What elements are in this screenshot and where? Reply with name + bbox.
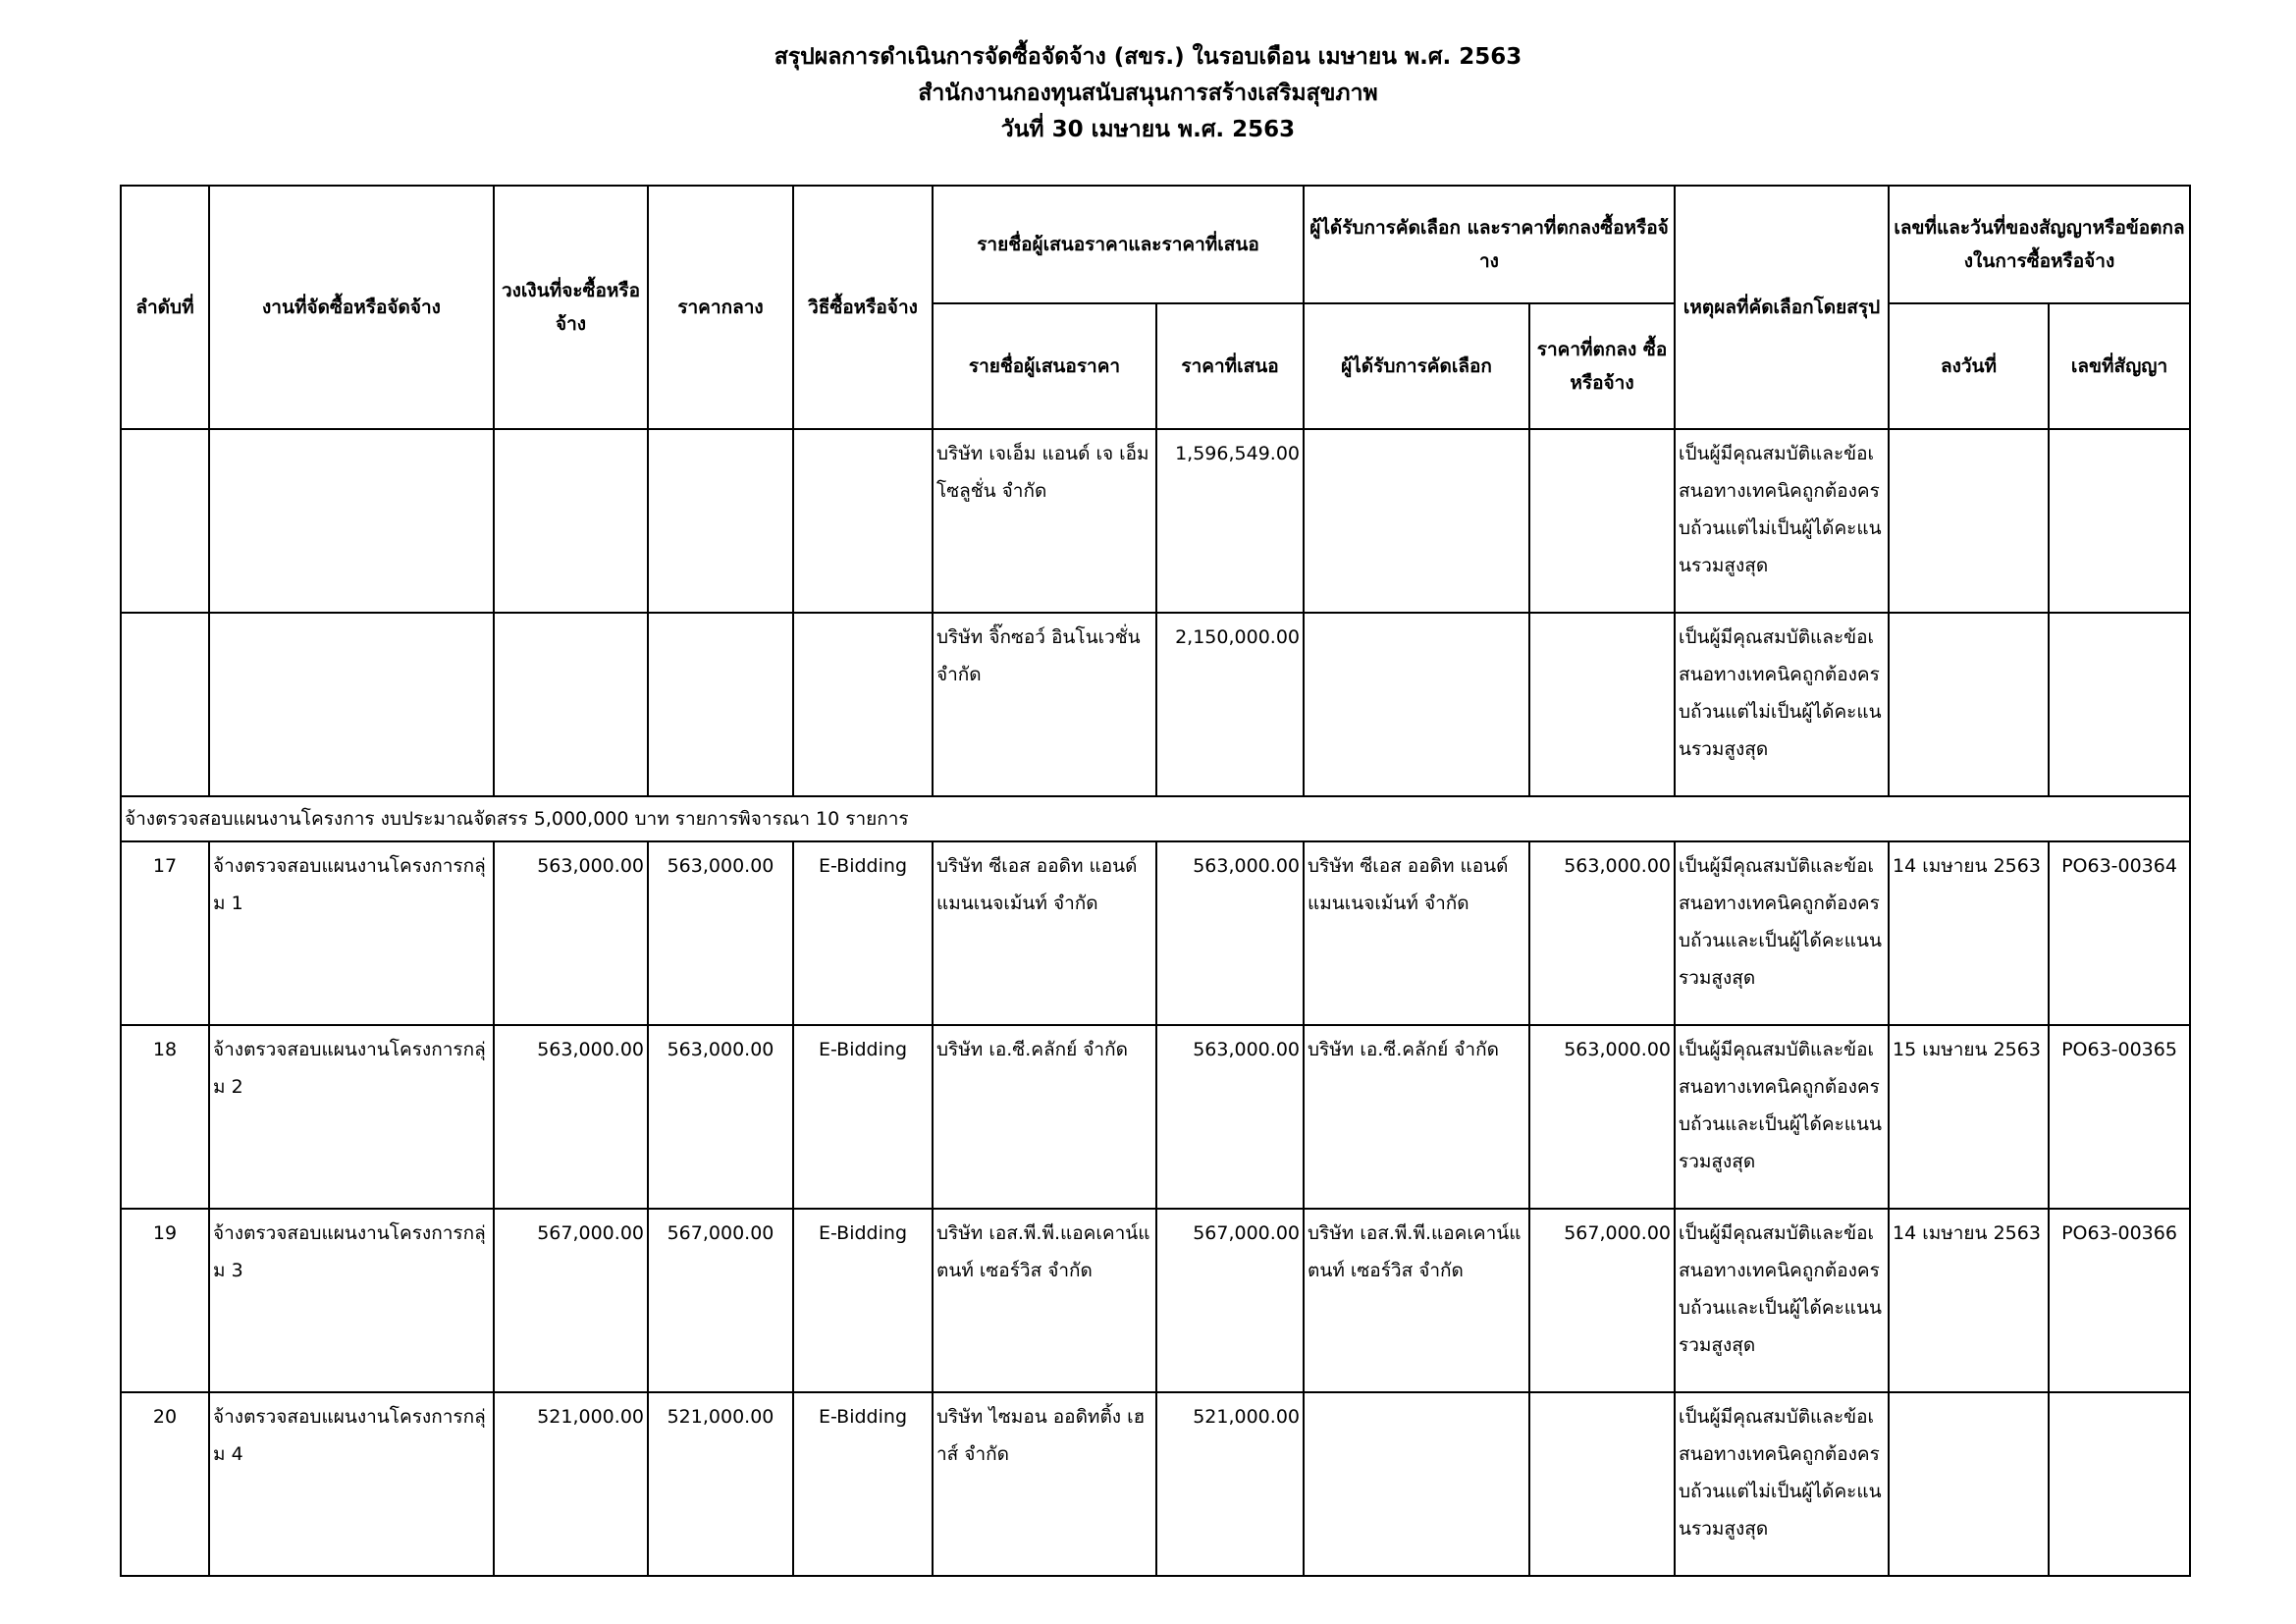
cell-bidder-name: บริษัท เอส.พี.พี.แอคเคาน์แตนท์ เซอร์วิส จำกัด	[933, 1209, 1156, 1392]
header-median-price: ราคากลาง	[648, 186, 793, 429]
cell-seq: 17	[121, 841, 209, 1025]
cell-reason: เป็นผู้มีคุณสมบัติและข้อเสนอทางเทคนิคถูกต้องครบถ้วนแต่ไม่เป็นผู้ได้คะแนนรวมสูงสุด	[1675, 613, 1889, 796]
cell-median-price: 521,000.00	[648, 1392, 793, 1576]
cell-bidder-name: บริษัท ซีเอส ออดิท แอนด์ แมนเนจเม้นท์ จำกัด	[933, 841, 1156, 1025]
header-bid-price: ราคาที่เสนอ	[1156, 303, 1304, 429]
header-method: วิธีซื้อหรือจ้าง	[793, 186, 933, 429]
cell-budget	[494, 613, 648, 796]
cell-method: E-Bidding	[793, 1209, 933, 1392]
cell-contract-date	[1889, 613, 2049, 796]
table-row	[121, 429, 2190, 613]
header-budget: วงเงินที่จะซื้อหรือจ้าง	[494, 186, 648, 429]
cell-seq: 18	[121, 1025, 209, 1209]
header-selected-name: ผู้ได้รับการคัดเลือก	[1304, 303, 1529, 429]
cell-reason: เป็นผู้มีคุณสมบัติและข้อเสนอทางเทคนิคถูกต้องครบถ้วนและเป็นผู้ได้คะแนนรวมสูงสุด	[1675, 1209, 1889, 1392]
cell-method	[793, 429, 933, 613]
table-row	[121, 613, 2190, 796]
cell-reason: เป็นผู้มีคุณสมบัติและข้อเสนอทางเทคนิคถูกต้องครบถ้วนและเป็นผู้ได้คะแนนรวมสูงสุด	[1675, 841, 1889, 1025]
cell-agreed-price: 567,000.00	[1529, 1209, 1675, 1392]
header-contract-date: ลงวันที่	[1889, 303, 2049, 429]
header-agreed-price: ราคาที่ตกลง ซื้อหรือจ้าง	[1529, 303, 1675, 429]
cell-method: E-Bidding	[793, 841, 933, 1025]
cell-contract-date	[1889, 429, 2049, 613]
cell-bidder-name: บริษัท ไซมอน ออดิทติ้ง เฮาส์ จำกัด	[933, 1392, 1156, 1576]
table-row	[121, 1392, 2190, 1576]
section-label: จ้างตรวจสอบแผนงานโครงการ งบประมาณจัดสรร 5,000,000 บาท รายการพิจารณา 10 รายการ	[121, 796, 2190, 841]
table-row	[121, 841, 2190, 1025]
cell-contract-no	[2049, 1392, 2190, 1576]
cell-bid-price: 563,000.00	[1156, 1025, 1304, 1209]
cell-agreed-price	[1529, 613, 1675, 796]
cell-method: E-Bidding	[793, 1025, 933, 1209]
cell-contract-no: PO63-00364	[2049, 841, 2190, 1025]
header-job: งานที่จัดซื้อหรือจัดจ้าง	[209, 186, 494, 429]
cell-budget	[494, 429, 648, 613]
cell-contract-date: 14 เมษายน 2563	[1889, 841, 2049, 1025]
table-row	[121, 1025, 2190, 1209]
header-selected-group: ผู้ได้รับการคัดเลือก และราคาที่ตกลงซื้อหรือจ้าง	[1304, 186, 1675, 303]
cell-bid-price: 1,596,549.00	[1156, 429, 1304, 613]
cell-selected-name	[1304, 613, 1529, 796]
cell-selected-name: บริษัท เอส.พี.พี.แอคเคาน์แตนท์ เซอร์วิส จำกัด	[1304, 1209, 1529, 1392]
cell-median-price: 567,000.00	[648, 1209, 793, 1392]
cell-job: จ้างตรวจสอบแผนงานโครงการกลุ่ม 1	[209, 841, 494, 1025]
cell-reason: เป็นผู้มีคุณสมบัติและข้อเสนอทางเทคนิคถูกต้องครบถ้วนแต่ไม่เป็นผู้ได้คะแนนรวมสูงสุด	[1675, 1392, 1889, 1576]
cell-method	[793, 613, 933, 796]
cell-bidder-name: บริษัท เอ.ซี.คลักย์ จำกัด	[933, 1025, 1156, 1209]
cell-job	[209, 429, 494, 613]
cell-seq: 20	[121, 1392, 209, 1576]
cell-job: จ้างตรวจสอบแผนงานโครงการกลุ่ม 3	[209, 1209, 494, 1392]
cell-contract-date	[1889, 1392, 2049, 1576]
cell-selected-name: บริษัท เอ.ซี.คลักย์ จำกัด	[1304, 1025, 1529, 1209]
cell-bidder-name: บริษัท จิ๊กซอว์ อินโนเวชั่น จำกัด	[933, 613, 1156, 796]
cell-selected-name	[1304, 429, 1529, 613]
cell-contract-date: 15 เมษายน 2563	[1889, 1025, 2049, 1209]
cell-contract-no	[2049, 429, 2190, 613]
document-title: สรุปผลการดำเนินการจัดซื้อจัดจ้าง (สขร.) ในรอบเดือน เมษายน พ.ศ. 2563	[774, 44, 1522, 70]
organization-name: สำนักงานกองทุนสนับสนุนการสร้างเสริมสุขภาพ	[918, 81, 1378, 106]
cell-median-price	[648, 429, 793, 613]
cell-agreed-price	[1529, 429, 1675, 613]
cell-bid-price: 563,000.00	[1156, 841, 1304, 1025]
cell-bid-price: 2,150,000.00	[1156, 613, 1304, 796]
cell-job: จ้างตรวจสอบแผนงานโครงการกลุ่ม 2	[209, 1025, 494, 1209]
cell-budget: 567,000.00	[494, 1209, 648, 1392]
cell-reason: เป็นผู้มีคุณสมบัติและข้อเสนอทางเทคนิคถูกต้องครบถ้วนแต่ไม่เป็นผู้ได้คะแนนรวมสูงสุด	[1675, 429, 1889, 613]
cell-budget: 563,000.00	[494, 841, 648, 1025]
cell-contract-no: PO63-00365	[2049, 1025, 2190, 1209]
cell-median-price: 563,000.00	[648, 1025, 793, 1209]
cell-reason: เป็นผู้มีคุณสมบัติและข้อเสนอทางเทคนิคถูกต้องครบถ้วนและเป็นผู้ได้คะแนนรวมสูงสุด	[1675, 1025, 1889, 1209]
cell-bidder-name: บริษัท เจเอ็ม แอนด์ เจ เอ็ม โซลูชั่น จำกัด	[933, 429, 1156, 613]
cell-contract-date: 14 เมษายน 2563	[1889, 1209, 2049, 1392]
cell-selected-name: บริษัท ซีเอส ออดิท แอนด์ แมนเนจเม้นท์ จำกัด	[1304, 841, 1529, 1025]
cell-median-price	[648, 613, 793, 796]
document-header	[0, 39, 2296, 148]
header-contract-group: เลขที่และวันที่ของสัญญาหรือข้อตกลงในการซื้อหรือจ้าง	[1889, 186, 2190, 303]
cell-seq: 19	[121, 1209, 209, 1392]
cell-median-price: 563,000.00	[648, 841, 793, 1025]
cell-contract-no: PO63-00366	[2049, 1209, 2190, 1392]
cell-budget: 521,000.00	[494, 1392, 648, 1576]
cell-bid-price: 567,000.00	[1156, 1209, 1304, 1392]
cell-method: E-Bidding	[793, 1392, 933, 1576]
header-seq: ลำดับที่	[121, 186, 209, 429]
cell-agreed-price: 563,000.00	[1529, 1025, 1675, 1209]
cell-agreed-price: 563,000.00	[1529, 841, 1675, 1025]
section-row	[121, 796, 2190, 841]
table-row	[121, 1209, 2190, 1392]
header-reason: เหตุผลที่คัดเลือกโดยสรุป	[1675, 186, 1889, 429]
cell-agreed-price	[1529, 1392, 1675, 1576]
header-contract-no: เลขที่สัญญา	[2049, 303, 2190, 429]
cell-job: จ้างตรวจสอบแผนงานโครงการกลุ่ม 4	[209, 1392, 494, 1576]
cell-budget: 563,000.00	[494, 1025, 648, 1209]
cell-selected-name	[1304, 1392, 1529, 1576]
cell-seq	[121, 429, 209, 613]
header-bidder-name: รายชื่อผู้เสนอราคา	[933, 303, 1156, 429]
cell-job	[209, 613, 494, 796]
cell-contract-no	[2049, 613, 2190, 796]
document-date: วันที่ 30 เมษายน พ.ศ. 2563	[1000, 117, 1296, 142]
procurement-table	[120, 185, 2191, 1577]
cell-seq	[121, 613, 209, 796]
cell-bid-price: 521,000.00	[1156, 1392, 1304, 1576]
header-bidders-group: รายชื่อผู้เสนอราคาและราคาที่เสนอ	[933, 186, 1304, 303]
